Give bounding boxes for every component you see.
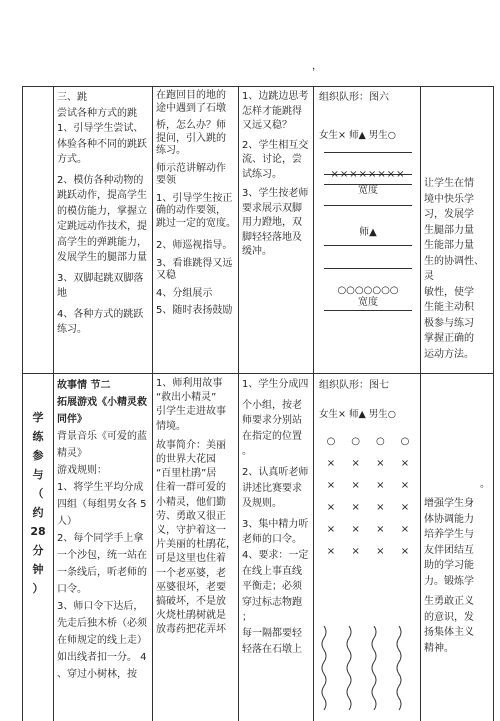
row1-formation-diagram bbox=[316, 88, 419, 372]
top-mark: ， bbox=[312, 61, 322, 72]
girl-marker: × bbox=[326, 546, 336, 557]
text-line: 在师规定的线上走） bbox=[57, 635, 147, 646]
boy-marker: ○ bbox=[351, 436, 361, 447]
section-label-char: 28 bbox=[30, 525, 46, 538]
formation-row bbox=[320, 458, 416, 480]
text-line: 老师的口令。 bbox=[242, 534, 302, 546]
table-top-border bbox=[22, 86, 494, 87]
lane-line bbox=[324, 205, 412, 206]
wavy-lines bbox=[316, 626, 419, 721]
text-line: 故事简介：美丽 bbox=[156, 439, 226, 451]
text-line: 练习。 bbox=[57, 324, 87, 335]
text-line: 体协调能力 bbox=[424, 513, 474, 525]
text-line: 3、师口令下达后， bbox=[57, 601, 144, 612]
text-line: 习，发展学 bbox=[424, 209, 474, 220]
text-line: 生腿部力量 bbox=[424, 224, 474, 236]
lane-line bbox=[324, 310, 412, 311]
text-line: 片美丽的杜鹃花， bbox=[156, 539, 236, 551]
text-line: 游戏规则： bbox=[57, 465, 107, 476]
teacher-marker: 师▲ bbox=[359, 227, 377, 238]
text-line: 劳、勇敢又很正 bbox=[156, 510, 226, 522]
text-line: 火烧杜鹃树就是 bbox=[156, 610, 226, 622]
text-line: 力。锻炼学 bbox=[424, 575, 474, 587]
text-line: 友伴团结互 bbox=[424, 544, 474, 556]
formation-legend: 女生× 师▲ 男生○ bbox=[319, 130, 397, 141]
section-label-char: （ bbox=[32, 487, 44, 500]
lane-line bbox=[324, 245, 412, 246]
wavy-line bbox=[372, 626, 376, 710]
row1-teacher-column bbox=[156, 90, 238, 318]
text-line: 助的学习能 bbox=[424, 560, 474, 571]
formation-legend: 女生× 师▲ 男生○ bbox=[319, 409, 397, 420]
text-line: 师要求分别站 bbox=[242, 415, 302, 427]
text-line: 定跳远动作技术，提 bbox=[57, 221, 147, 232]
text-line: 义，守护着这一 bbox=[156, 525, 226, 537]
text-line: 情境。 bbox=[156, 420, 186, 432]
text-line: 运动方法。 bbox=[424, 348, 474, 360]
text-line: “百里杜鹃”居 bbox=[156, 468, 217, 480]
girl-marker: × bbox=[400, 524, 410, 535]
text-line: 巫婆很坏，老要 bbox=[156, 581, 226, 593]
text-line: 2、每个同学手上拿 bbox=[57, 533, 144, 544]
text-line: 口令。 bbox=[57, 584, 87, 595]
girl-marker: × bbox=[326, 480, 336, 491]
text-line: 个小组，按老 bbox=[242, 399, 302, 411]
girl-marker: × bbox=[376, 546, 385, 557]
text-line: 培养学生与 bbox=[424, 529, 474, 540]
text-line: 3、学生按老师 bbox=[242, 188, 309, 199]
girl-marker: × bbox=[351, 502, 360, 513]
student-row-x: ×××××××× bbox=[330, 169, 406, 180]
row2-goal-column bbox=[424, 496, 492, 656]
girl-marker: × bbox=[326, 502, 336, 513]
text-line: 引学生走进故事 bbox=[156, 406, 226, 418]
text-line: 5、随时表扬鼓励 bbox=[156, 305, 233, 316]
text-line: 1、边跳边思考 bbox=[242, 91, 309, 102]
col-divider-2 bbox=[152, 86, 153, 721]
section-label-char: 与 bbox=[32, 468, 44, 481]
girl-marker: × bbox=[400, 502, 410, 513]
text-line: 住着一群可爱的 bbox=[156, 482, 226, 494]
section-label-char: 参 bbox=[32, 449, 44, 462]
formation-row bbox=[320, 436, 416, 458]
text-line: 1、引导学生按正 bbox=[156, 192, 233, 204]
text-line: 又稳 bbox=[156, 270, 176, 281]
table-right-border bbox=[493, 86, 494, 721]
right-mark: 。 bbox=[480, 479, 490, 490]
text-line: 3、双脚起跳双脚落 bbox=[57, 272, 144, 284]
girl-marker: × bbox=[400, 458, 410, 469]
text-line: 一个老巫婆，老 bbox=[156, 567, 226, 579]
text-line: 三、跳 bbox=[57, 92, 87, 103]
section-label bbox=[24, 408, 52, 598]
girl-marker: × bbox=[400, 480, 410, 491]
text-line: 高学生的弹跳能力， bbox=[57, 236, 147, 248]
girl-marker: × bbox=[376, 480, 385, 491]
row2-content-column bbox=[57, 377, 151, 683]
girl-marker: × bbox=[326, 524, 336, 535]
text-line: 背景音乐《可爱的蓝 bbox=[57, 431, 147, 442]
text-line: 在指定的位置 bbox=[242, 430, 302, 442]
formation-row bbox=[320, 546, 416, 568]
text-line: 生能主动积 bbox=[424, 302, 474, 313]
text-line: 3、看谁跳得又远 bbox=[156, 257, 233, 269]
section-label-char: ） bbox=[32, 582, 44, 595]
formation-row bbox=[320, 524, 416, 546]
text-line: 讲述比赛要求 bbox=[242, 482, 302, 494]
text-line: ； bbox=[242, 612, 252, 624]
section-label-char: 练 bbox=[32, 430, 44, 443]
text-line: 轻落在石墩上 bbox=[242, 643, 302, 655]
text-line: 2、学生相互交 bbox=[242, 139, 309, 151]
table-left-border bbox=[22, 86, 23, 721]
text-line: 生能部力量 bbox=[424, 240, 474, 251]
lane-line bbox=[324, 152, 412, 153]
girl-marker: × bbox=[376, 458, 385, 469]
text-line: 怎样才能跳得 bbox=[242, 105, 302, 117]
text-line: 跳跃动作，提高学生 bbox=[57, 190, 147, 201]
text-line: 境中快乐学 bbox=[424, 193, 474, 205]
row1-goal-column bbox=[424, 176, 492, 362]
text-line: 、穿过小树林，按 bbox=[57, 669, 137, 680]
text-line: 1、引导学生尝试、 bbox=[57, 123, 144, 134]
formation-grid bbox=[320, 436, 416, 568]
text-line: 扬集体主义 bbox=[424, 627, 474, 638]
student-row-o: ○○○○○○○ bbox=[337, 285, 399, 296]
lane-line bbox=[324, 268, 412, 269]
text-line: 精灵》 bbox=[57, 448, 87, 459]
girl-marker: × bbox=[351, 524, 360, 535]
text-line: 4、要求：一定 bbox=[242, 549, 309, 561]
text-line: 体验各种不同的跳跃 bbox=[57, 138, 147, 150]
girl-marker: × bbox=[326, 458, 336, 469]
girl-marker: × bbox=[376, 524, 385, 535]
text-line: 流、讨论，尝 bbox=[242, 154, 302, 165]
section-label-char: 学 bbox=[32, 411, 44, 424]
wavy-line bbox=[347, 626, 351, 710]
row-divider bbox=[22, 373, 494, 374]
text-line: 1、学生分成四 bbox=[242, 379, 309, 390]
text-line: “救出小精灵” bbox=[156, 392, 217, 404]
text-line: 脚轻轻落地及 bbox=[242, 231, 302, 243]
girl-marker: × bbox=[400, 546, 410, 557]
text-line: 师示范讲解动作 bbox=[156, 162, 226, 174]
text-line: 途中遇到了石墩 bbox=[156, 102, 226, 114]
section-label-char: 约 bbox=[32, 506, 44, 519]
text-line: 每一隔都要轻 bbox=[242, 627, 302, 639]
text-line: 故事情 节二 bbox=[57, 380, 111, 391]
text-line: 要求展示双脚 bbox=[242, 202, 302, 214]
wavy-line bbox=[322, 626, 326, 710]
text-line: 试练习。 bbox=[242, 168, 282, 180]
text-line: 可是这里也住着 bbox=[156, 553, 226, 565]
text-line: 。 bbox=[242, 446, 252, 458]
text-line: 用力蹬地，双 bbox=[242, 217, 302, 228]
text-line: 又远又稳？ bbox=[242, 120, 292, 131]
text-line: 2、模仿各种动物的 bbox=[57, 174, 144, 186]
text-line: 跳过一定的宽度。 bbox=[156, 217, 236, 229]
section-label-char: 分 bbox=[32, 544, 44, 557]
formation-row bbox=[320, 502, 416, 524]
text-line: 缓冲。 bbox=[242, 246, 272, 257]
text-line: 四组（每组男女各 5 bbox=[57, 499, 147, 510]
text-line: 要领 bbox=[156, 175, 176, 186]
text-line: 一个沙包，统一站在 bbox=[57, 550, 147, 561]
text-line: 穿过标志物跑 bbox=[242, 596, 302, 608]
text-line: 方式。 bbox=[57, 154, 87, 165]
text-line: 掌握正确的 bbox=[424, 333, 474, 344]
text-line: 发展学生的腿部力量 bbox=[57, 252, 147, 263]
width-label: 宽度 bbox=[358, 297, 378, 308]
girl-marker: × bbox=[351, 458, 360, 469]
text-line: 练习。 bbox=[156, 145, 186, 156]
text-line: 2、认真听老师 bbox=[242, 466, 309, 478]
col-divider-1 bbox=[53, 86, 54, 721]
girl-marker: × bbox=[376, 502, 385, 513]
text-line: 小精灵，他们勤 bbox=[156, 496, 226, 508]
text-line: 放毒药把花弄坏 bbox=[156, 624, 226, 636]
text-line: 4、各种方式的跳跃 bbox=[57, 308, 144, 320]
text-line: 及规则。 bbox=[242, 498, 282, 510]
text-line: 在线上事直线 bbox=[242, 565, 302, 577]
text-line: 同伴》 bbox=[57, 414, 87, 425]
text-line: 的意识，发 bbox=[424, 611, 474, 623]
text-line: 增强学生身 bbox=[424, 498, 474, 509]
boy-marker: ○ bbox=[400, 436, 410, 447]
row2-formation-diagram bbox=[316, 376, 419, 721]
width-label: 宽度 bbox=[358, 185, 378, 196]
formation-row bbox=[320, 480, 416, 502]
text-line: 尝试各种方式的跳 bbox=[57, 107, 137, 119]
text-line: 精神。 bbox=[424, 642, 454, 654]
formation-title: 组织队形：图六 bbox=[319, 92, 389, 103]
text-line: 的世界大花园 bbox=[156, 454, 216, 466]
text-line: 极参与练习 bbox=[424, 317, 474, 329]
section-label-char: 钟 bbox=[32, 563, 44, 576]
text-line: 让学生在情 bbox=[424, 178, 474, 189]
wavy-line bbox=[397, 626, 401, 710]
col-divider-4 bbox=[313, 86, 314, 721]
row1-content-column bbox=[57, 90, 151, 338]
text-line: 搞破坏，不是放 bbox=[156, 596, 226, 608]
text-line: 生的协调性、灵 bbox=[424, 255, 484, 282]
text-line: 地 bbox=[57, 288, 67, 299]
text-line: 提问，引入跳的 bbox=[156, 132, 226, 144]
girl-marker: × bbox=[351, 546, 360, 557]
text-line: 4、分组展示 bbox=[156, 287, 213, 299]
text-line: 先走后独木桥（必须 bbox=[57, 618, 147, 629]
text-line: 确的动作要领， bbox=[156, 205, 226, 216]
text-line: 1、将学生平均分成 bbox=[57, 482, 144, 493]
text-line: 的模仿能力，掌握立 bbox=[57, 205, 147, 217]
formation-title: 组织队形：图七 bbox=[319, 380, 389, 391]
boy-marker: ○ bbox=[326, 436, 336, 447]
text-line: 3、集中精力听 bbox=[242, 518, 309, 530]
text-line: 人） bbox=[57, 516, 77, 527]
text-line: 如出线者扣一分。 4 bbox=[57, 652, 147, 663]
row2-teacher-column bbox=[156, 377, 238, 638]
row2-student-column bbox=[242, 377, 312, 657]
text-line: 拓展游戏《小精灵救 bbox=[57, 397, 147, 408]
text-line: 平衡走；必须 bbox=[242, 581, 302, 593]
girl-marker: × bbox=[351, 480, 360, 491]
row1-student-column bbox=[242, 90, 312, 260]
col-divider-3 bbox=[238, 86, 239, 721]
col-divider-5 bbox=[420, 86, 421, 721]
text-line: 桥，怎么办？师 bbox=[156, 120, 226, 131]
text-line: 生勇敢正义 bbox=[424, 596, 474, 607]
text-line: 敏性，使学 bbox=[424, 286, 474, 298]
text-line: 1、师利用故事 bbox=[156, 378, 223, 389]
text-line: 2、师巡视指导。 bbox=[156, 240, 233, 251]
text-line: 在跑回目的地的 bbox=[156, 90, 226, 101]
boy-marker: ○ bbox=[375, 436, 385, 447]
text-line: 一条线后，听老师的 bbox=[57, 567, 147, 578]
